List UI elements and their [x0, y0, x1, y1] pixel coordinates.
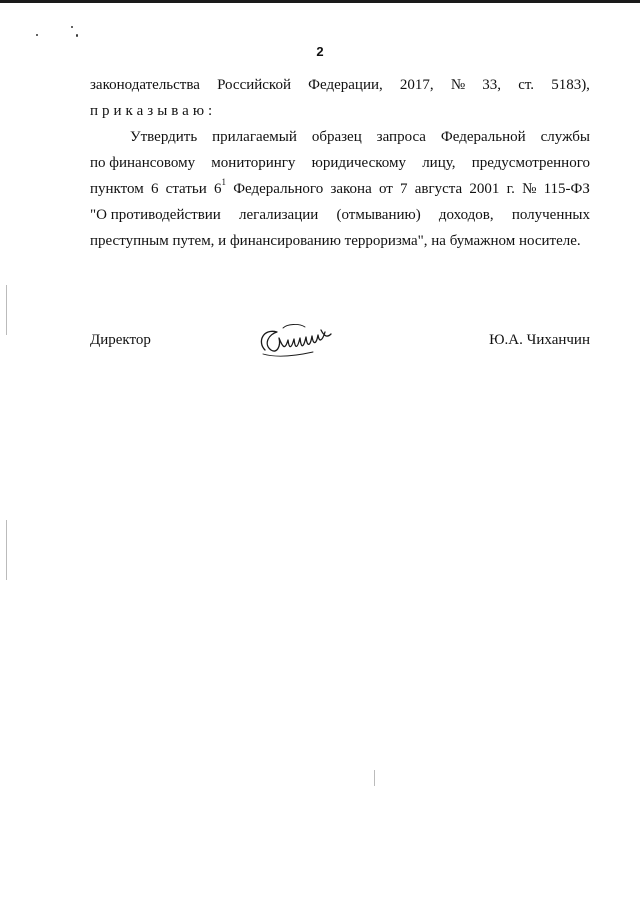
- scan-specks: [30, 22, 90, 42]
- word: 6: [150, 181, 159, 197]
- word: запроса: [376, 129, 426, 145]
- word: статьи: [165, 181, 207, 197]
- scan-top-border: [0, 0, 640, 3]
- word: ст.: [518, 77, 535, 93]
- word: $6^1$: [213, 177, 226, 197]
- signatory-name: Ю.А. Чиханчин: [489, 332, 590, 348]
- word: №: [450, 77, 466, 93]
- handwritten-signature-icon: [255, 320, 335, 362]
- word: прилагаемый: [212, 129, 297, 145]
- word: от: [378, 181, 393, 197]
- signatory-title: Директор: [90, 332, 151, 348]
- order-paragraph: [90, 124, 590, 254]
- word: Федеральной: [440, 129, 526, 145]
- word: Утвердить: [130, 129, 198, 145]
- order-word: приказываю:: [90, 103, 217, 119]
- word: по финансовому: [90, 155, 196, 171]
- order-line: [90, 98, 590, 124]
- word: доходов,: [438, 207, 494, 223]
- word: 2017,: [399, 77, 434, 93]
- word: г.: [506, 181, 515, 197]
- word: Федерального: [233, 181, 324, 197]
- word: 115-ФЗ: [543, 181, 590, 197]
- word: службы: [540, 129, 590, 145]
- signature-block: [90, 332, 590, 372]
- word: 2001: [469, 181, 500, 197]
- word: предусмотренного: [471, 155, 590, 171]
- word: закона: [330, 181, 372, 197]
- page-number: 2: [316, 44, 324, 59]
- word: "О противодействии: [90, 207, 221, 223]
- scan-margin-mark: [6, 520, 7, 580]
- continuation-block: [90, 72, 590, 124]
- word: мониторингу: [211, 155, 296, 171]
- word: образец: [311, 129, 362, 145]
- paragraph-line: [90, 202, 590, 228]
- word: 33,: [482, 77, 502, 93]
- paragraph-last-line: преступным путем, и финансированию терроризма", на бумажном носителе.: [90, 233, 581, 249]
- paragraph-line: [90, 124, 590, 150]
- word: юридическому: [311, 155, 406, 171]
- word: (отмыванию): [336, 207, 421, 223]
- word: Федерации,: [308, 77, 383, 93]
- word: 7: [400, 181, 408, 197]
- word: законодательства: [90, 77, 200, 93]
- word: полученных: [511, 207, 590, 223]
- word: пунктом: [90, 181, 144, 197]
- word: Российской: [217, 77, 291, 93]
- scan-margin-mark: [6, 285, 7, 335]
- word: 5183),: [551, 77, 590, 93]
- word: легализации: [239, 207, 319, 223]
- word: лицу,: [422, 155, 456, 171]
- scan-margin-mark: [374, 770, 375, 786]
- paragraph-line: [90, 150, 590, 176]
- paragraph-line: [90, 176, 590, 202]
- word: №: [522, 181, 537, 197]
- continuation-line: [90, 72, 590, 98]
- word: августа: [414, 181, 463, 197]
